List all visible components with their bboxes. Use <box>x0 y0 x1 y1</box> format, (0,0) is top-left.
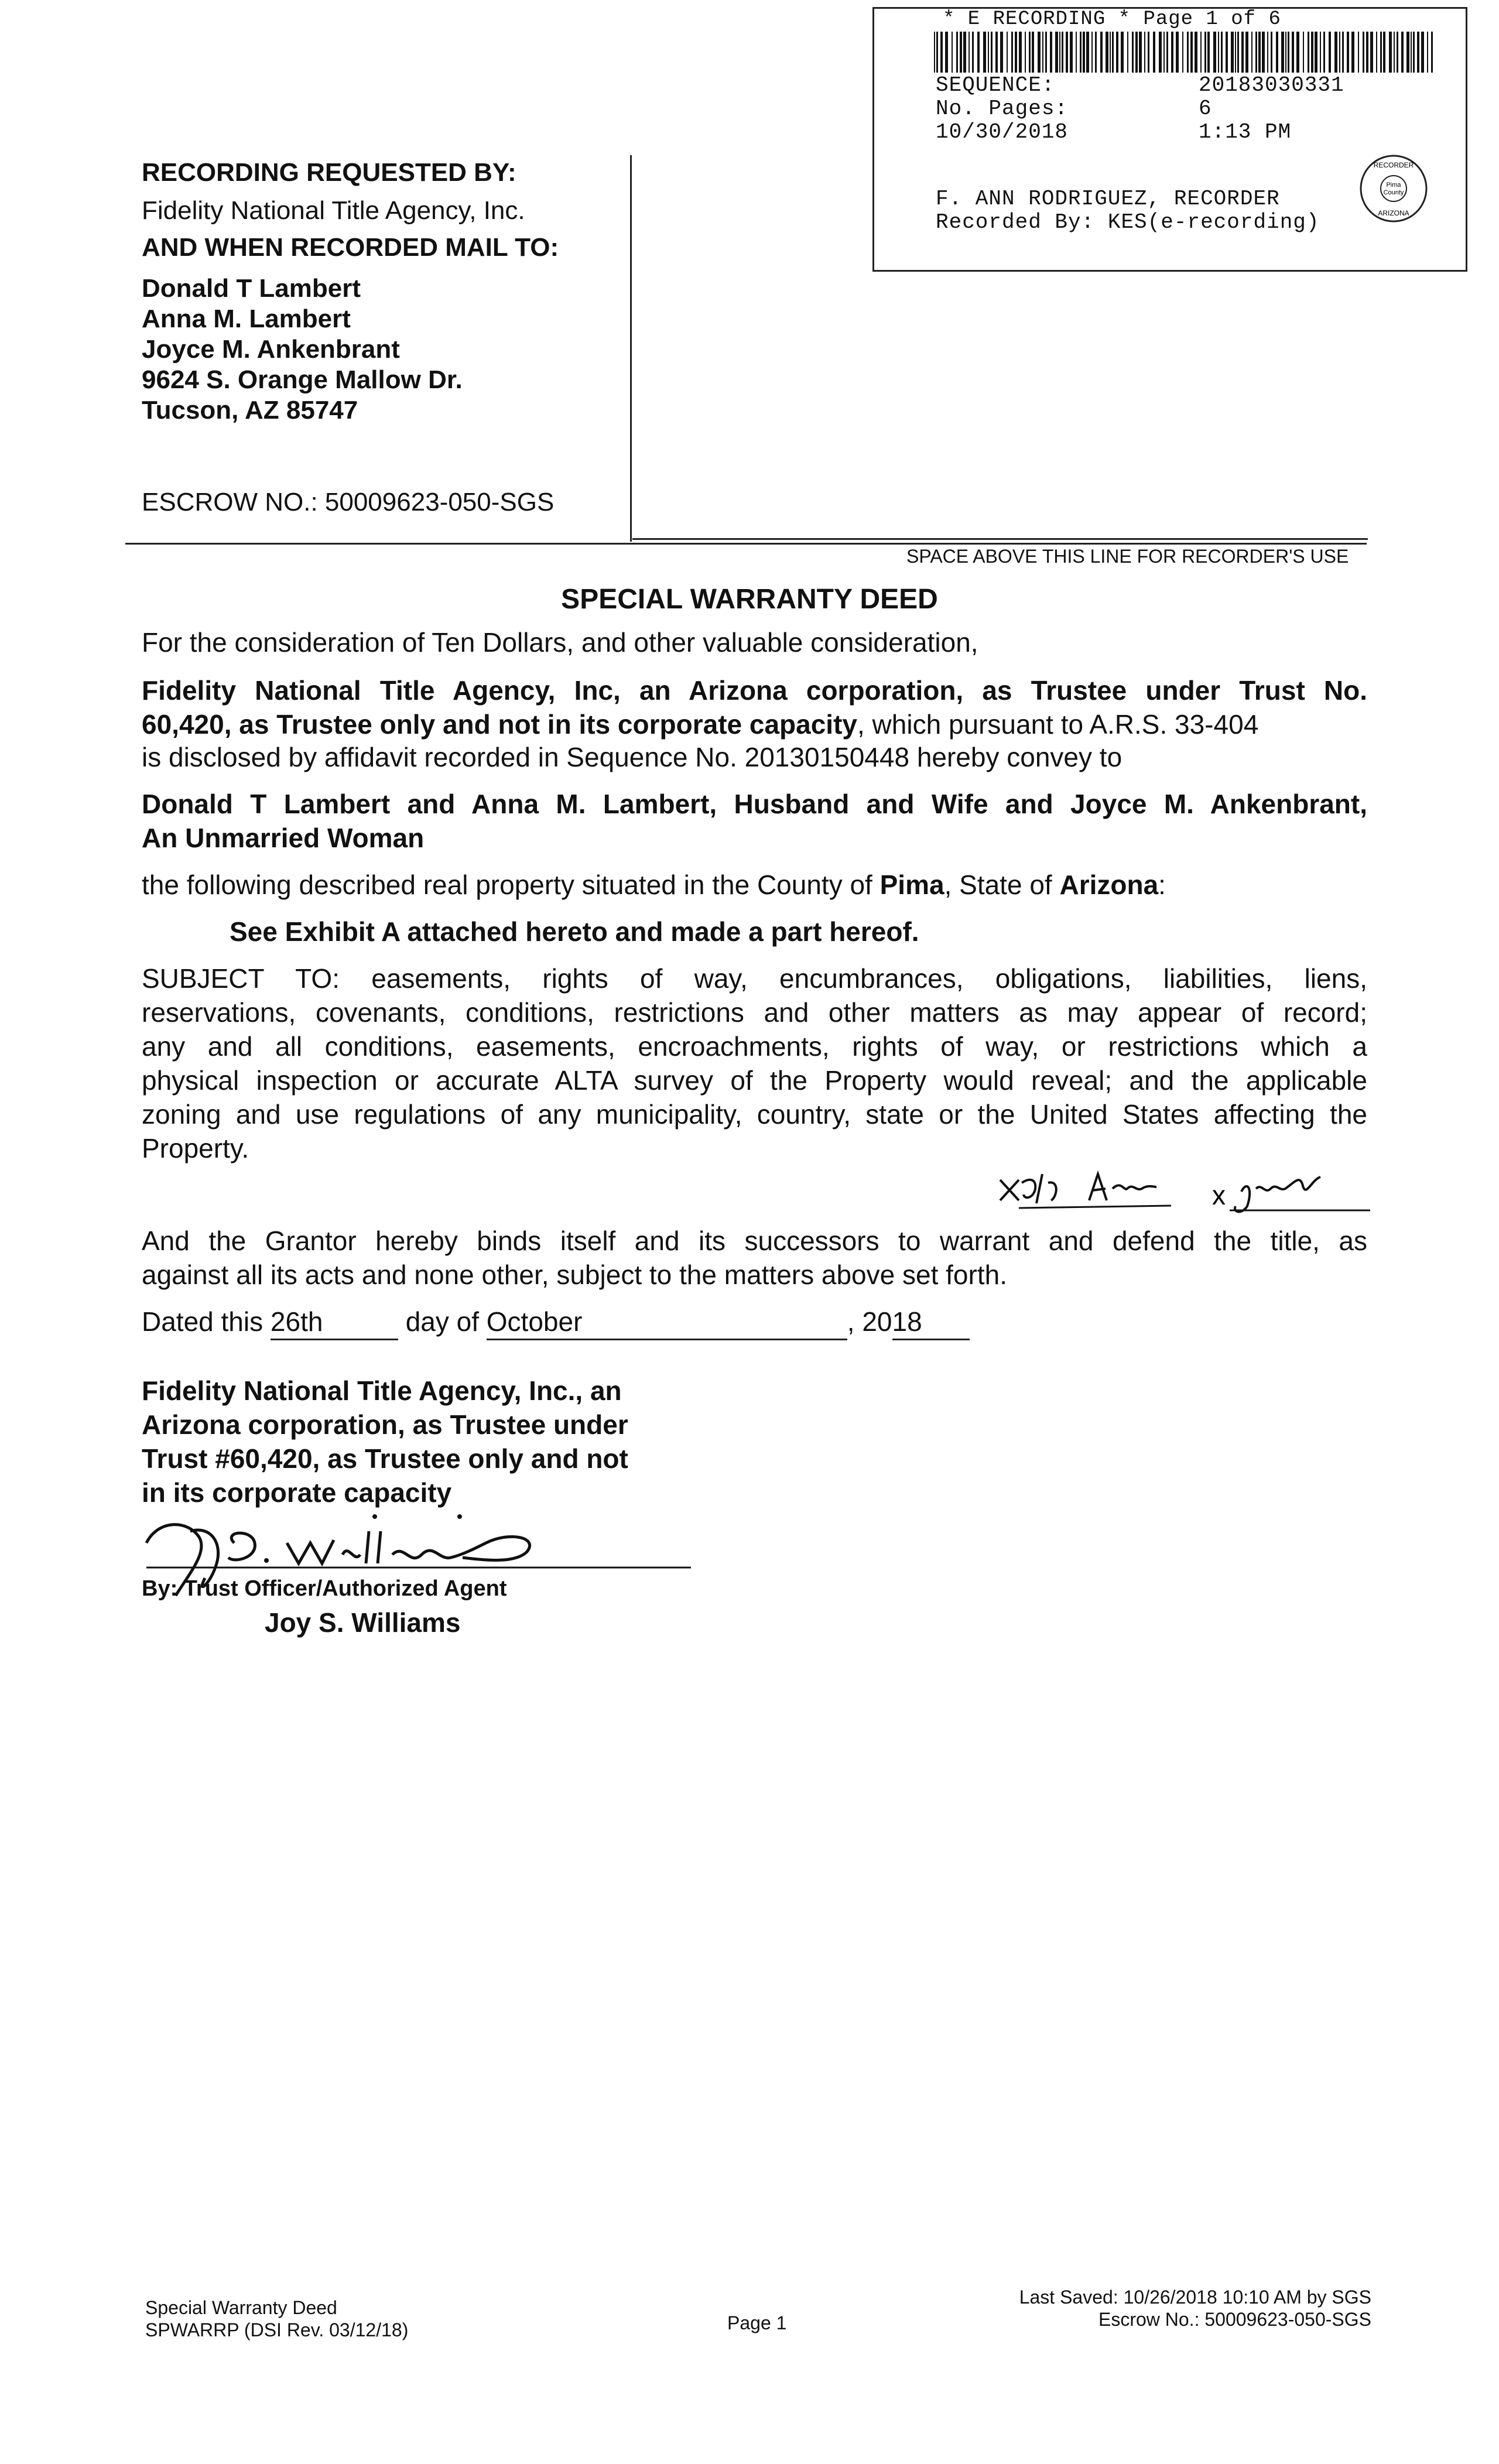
header-divider-vertical <box>630 155 632 542</box>
property-prefix: the following described real property situated in the County of <box>142 870 880 900</box>
recording-header: * E RECORDING * Page 1 of 6 <box>943 8 1281 30</box>
state-name: Arizona <box>1059 870 1159 900</box>
by-trust-officer-label: By: Trust Officer/Authorized Agent <box>142 1576 507 1601</box>
signer-entity-line: Trust #60,420, as Trustee only and not <box>142 1443 628 1474</box>
dated-line <box>142 1305 970 1340</box>
footer-doc-title: Special Warranty Deed <box>145 2297 337 2318</box>
footer-escrow-number: Escrow No.: 50009623-050-SGS <box>1098 2309 1371 2330</box>
county-name: Pima <box>879 870 944 900</box>
signer-name: Joy S. Williams <box>265 1607 461 1638</box>
grantee-line-2: An Unmarried Woman <box>142 823 425 853</box>
recorder-name: F. ANN RODRIGUEZ, RECORDER <box>936 187 1280 211</box>
signer-entity-line: Fidelity National Title Agency, Inc., an <box>142 1375 622 1406</box>
subject-to-line: any and all conditions, easements, encroachments, rights of way, or restrictions which a <box>142 1031 1367 1062</box>
dated-prefix: Dated this <box>142 1306 263 1337</box>
requested-by-label: RECORDING REQUESTED BY: <box>142 158 516 187</box>
page-number: Page 1 <box>727 2312 787 2333</box>
mail-to-name: Anna M. Lambert <box>142 304 351 333</box>
svg-text:ARIZONA: ARIZONA <box>1378 209 1409 217</box>
exhibit-reference: See Exhibit A attached hereto and made a part hereof. <box>230 916 919 947</box>
property-location <box>142 868 1166 902</box>
barcode-image <box>934 32 1435 73</box>
grantee-initials-signature <box>995 1156 1376 1221</box>
svg-text:RECORDER: RECORDER <box>1373 161 1414 169</box>
grantee-line: Donald T Lambert and Anna M. Lambert, Husband and Wife and Joyce M. Ankenbrant, <box>142 789 1367 819</box>
statute-reference: , which pursuant to A.R.S. 33-404 <box>857 709 1259 740</box>
dated-mid: day of <box>405 1306 479 1337</box>
svg-text:x: x <box>1212 1180 1226 1210</box>
svg-text:County: County <box>1383 189 1404 196</box>
affidavit-text: is disclosed by affidavit recorded in Sequence No. 20130150448 hereby convey to <box>142 742 1122 772</box>
consideration-text: For the consideration of Ten Dollars, and other valuable consideration, <box>142 627 978 658</box>
state-suffix: : <box>1158 870 1166 900</box>
header-rule-upper <box>632 538 1368 540</box>
recording-date: 10/30/2018 <box>936 120 1069 144</box>
warranty-clause-2: against all its acts and none other, subject to the matters above set forth. <box>142 1260 1007 1290</box>
subject-to-last-line: Property. <box>142 1133 249 1163</box>
warranty-clause: And the Grantor hereby binds itself and its successors to warrant and defend the title, as <box>142 1226 1367 1256</box>
dated-year: 18 <box>892 1305 970 1340</box>
dated-day: 26th <box>271 1305 398 1340</box>
subject-to-line: physical inspection or accurate ALTA survey of the Property would reveal; and the applicable <box>142 1065 1367 1096</box>
mail-to-name: Donald T Lambert <box>142 274 361 303</box>
state-prefix: , State of <box>944 870 1060 900</box>
grantor-line: Fidelity National Title Agency, Inc, an Arizona corporation, as Trustee under Trust No. <box>142 675 1367 706</box>
dated-year-prefix: , 20 <box>847 1306 892 1337</box>
svg-text:Pima: Pima <box>1386 182 1401 189</box>
mail-to-name: Joyce M. Ankenbrant <box>142 335 400 364</box>
signer-entity-line: in its corporate capacity <box>142 1477 452 1508</box>
subject-to-line: reservations, covenants, conditions, restrictions and other matters as may appear of record; <box>142 997 1367 1028</box>
sequence-label: SEQUENCE: <box>936 73 1055 97</box>
mail-to-city: Tucson, AZ 85747 <box>142 396 358 425</box>
subject-to-line: zoning and use regulations of any municipality, country, state or the United States affecting the <box>142 1099 1367 1130</box>
recording-time: 1:13 PM <box>1199 120 1292 144</box>
grantor-line-2 <box>142 707 1258 741</box>
footer-last-saved: Last Saved: 10/26/2018 10:10 AM by SGS <box>1019 2287 1371 2308</box>
footer-form-code: SPWARRP (DSI Rev. 03/12/18) <box>145 2319 409 2340</box>
deed-title: SPECIAL WARRANTY DEED <box>561 584 938 615</box>
recorder-use-line <box>125 543 1367 545</box>
recorded-by: Recorded By: KES(e-recording) <box>936 210 1320 234</box>
pages-label: No. Pages: <box>936 97 1069 121</box>
subject-to-line: SUBJECT TO: easements, rights of way, encumbrances, obligations, liabilities, liens, <box>142 963 1367 994</box>
pages-value: 6 <box>1199 97 1212 121</box>
requesting-agency: Fidelity National Title Agency, Inc. <box>142 196 525 225</box>
county-recorder-seal <box>1358 153 1429 224</box>
sequence-value: 20183030331 <box>1199 73 1344 97</box>
grantor-capacity: 60,420, as Trustee only and not in its corporate capacity <box>142 709 857 740</box>
signer-entity-line: Arizona corporation, as Trustee under <box>142 1409 628 1440</box>
mail-to-label: AND WHEN RECORDED MAIL TO: <box>142 233 559 262</box>
dated-month: October <box>487 1305 847 1340</box>
recorder-use-caption: SPACE ABOVE THIS LINE FOR RECORDER'S USE <box>906 546 1349 567</box>
escrow-number: ESCROW NO.: 50009623-050-SGS <box>142 488 555 516</box>
mail-to-street: 9624 S. Orange Mallow Dr. <box>142 365 463 394</box>
